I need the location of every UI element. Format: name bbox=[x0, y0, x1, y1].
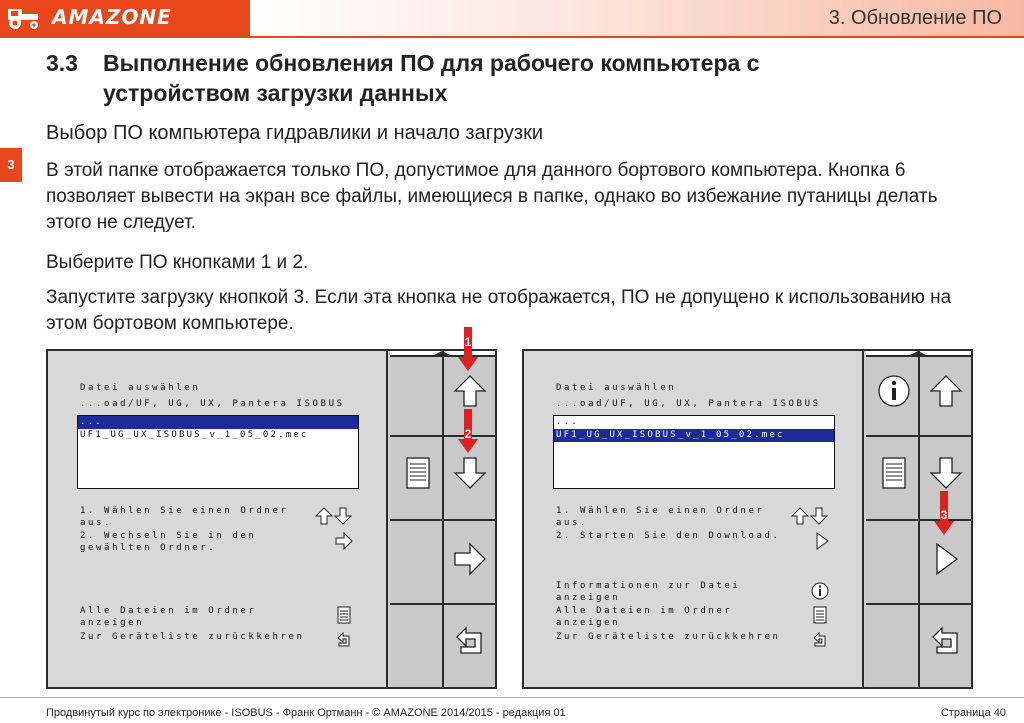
arrow-down-icon bbox=[333, 506, 353, 526]
list-item-parent[interactable]: ... bbox=[556, 417, 579, 427]
arrow-up-icon bbox=[790, 506, 810, 526]
help-text: aus. bbox=[80, 518, 113, 528]
help-text: 2. Wechseln Sie in den bbox=[80, 531, 257, 541]
help-text: 1. Wählen Sie einen Ordner bbox=[556, 506, 765, 516]
footer-divider bbox=[0, 697, 1024, 698]
divider bbox=[866, 435, 971, 437]
softkey-panel bbox=[866, 351, 971, 687]
help-text: aus. bbox=[556, 518, 589, 528]
softkey-up-button[interactable] bbox=[928, 373, 964, 409]
divider bbox=[390, 435, 495, 437]
arrow-down-icon bbox=[809, 506, 829, 526]
heading-title: Выполнение обновления ПО для рабочего компьютера с устройством загрузки данных bbox=[103, 50, 760, 106]
subheading: Выбор ПО компьютера гидравлики и начало загрузки bbox=[46, 122, 544, 144]
arrow-up-icon bbox=[314, 506, 334, 526]
divider bbox=[866, 603, 971, 605]
list-item-file[interactable]: UF1_UG_UX_ISOBUS_v_1_05_02.mec bbox=[80, 430, 309, 440]
terminal-display bbox=[48, 351, 388, 687]
divider bbox=[390, 519, 495, 521]
help-text: anzeigen bbox=[80, 618, 145, 628]
softkey-enter-folder-button[interactable] bbox=[452, 541, 488, 577]
paragraph-folder-info: В этой папке отображается только ПО, допустимое для данного бортового компьютера. Кнопка 6 позволяет вывести на экран все файлы, имеющиеся в папке, однако во избежание путаницы делать этого не следует. bbox=[46, 160, 938, 233]
document-list-icon bbox=[810, 605, 830, 625]
help-text: Alle Dateien im Ordner bbox=[556, 606, 733, 616]
folder-path: ...oad/UF, UG, UX, Pantera ISOBUS bbox=[80, 399, 345, 409]
help-text: Zur Geräteliste zurückkehren bbox=[80, 632, 305, 642]
footer-credits: Продвинутый курс по электронике - ISOBUS - Франк Ортманн - © AMAZONE 2014/2015 - редакция 01 bbox=[46, 707, 566, 719]
softkey-return-button[interactable] bbox=[928, 623, 964, 659]
callout-number: 3 bbox=[940, 508, 948, 522]
return-icon bbox=[810, 630, 830, 650]
help-text: anzeigen bbox=[556, 618, 621, 628]
paragraph-select: Выберите ПО кнопками 1 и 2. bbox=[46, 252, 309, 273]
paragraph-start: Запустите загрузку кнопкой 3. Если эта кнопка не отображается, ПО не допущено к использованию на этом бортовом компьютере. bbox=[46, 287, 952, 334]
return-icon bbox=[334, 630, 354, 650]
help-text: anzeigen bbox=[556, 593, 621, 603]
list-item-parent[interactable]: ... bbox=[78, 416, 358, 429]
top-bar bbox=[0, 0, 1024, 38]
document-list-icon bbox=[334, 605, 354, 625]
list-item-file[interactable]: UF1_UG_UX_ISOBUS_v_1_05_02.mec bbox=[554, 429, 834, 442]
softkey-panel bbox=[390, 335, 495, 687]
softkey-all-files-button[interactable] bbox=[400, 455, 436, 491]
softkey-down-button[interactable] bbox=[928, 455, 964, 491]
terminal-screen-left bbox=[46, 335, 497, 689]
callout-number: 2 bbox=[464, 427, 472, 441]
callout-number: 1 bbox=[464, 335, 472, 349]
brand-logo-text: AMAZONE bbox=[52, 5, 172, 29]
folder-path: ...oad/UF, UG, UX, Pantera ISOBUS bbox=[556, 399, 821, 409]
help-text: 2. Starten Sie den Download. bbox=[556, 531, 781, 541]
help-text: gewählten Ordner. bbox=[80, 543, 217, 553]
help-text: Alle Dateien im Ordner bbox=[80, 606, 257, 616]
section-title: 3. Обновление ПО bbox=[828, 7, 1002, 29]
terminal-display bbox=[524, 351, 864, 687]
chapter-tab: 3 bbox=[0, 148, 22, 182]
help-text: Zur Geräteliste zurückkehren bbox=[556, 632, 781, 642]
tractor-icon bbox=[6, 6, 44, 30]
play-icon bbox=[812, 531, 832, 551]
heading-number: 3.3 bbox=[46, 50, 78, 76]
file-list[interactable] bbox=[553, 415, 835, 489]
arrow-right-icon bbox=[334, 531, 354, 551]
header-section-band bbox=[250, 0, 1024, 38]
divider bbox=[866, 519, 971, 521]
help-text: Informationen zur Datei bbox=[556, 581, 741, 591]
help-text: 1. Wählen Sie einen Ordner bbox=[80, 506, 289, 516]
callout-arrow-icon bbox=[458, 327, 478, 371]
page-number: Страница 40 bbox=[940, 707, 1006, 719]
file-list[interactable] bbox=[77, 415, 359, 489]
screen-title: Datei auswählen bbox=[556, 383, 677, 393]
softkey-all-files-button[interactable] bbox=[876, 455, 912, 491]
softkey-up-button[interactable] bbox=[452, 373, 488, 409]
softkey-return-button[interactable] bbox=[452, 623, 488, 659]
softkey-info-button[interactable] bbox=[876, 373, 912, 409]
terminal-screen-right bbox=[522, 349, 973, 689]
header-divider bbox=[0, 36, 1024, 38]
info-icon bbox=[810, 581, 830, 601]
divider bbox=[390, 603, 495, 605]
brand-logo bbox=[0, 0, 250, 36]
screen-title: Datei auswählen bbox=[80, 383, 201, 393]
softkey-down-button[interactable] bbox=[452, 455, 488, 491]
softkey-start-download-button[interactable] bbox=[928, 541, 964, 577]
